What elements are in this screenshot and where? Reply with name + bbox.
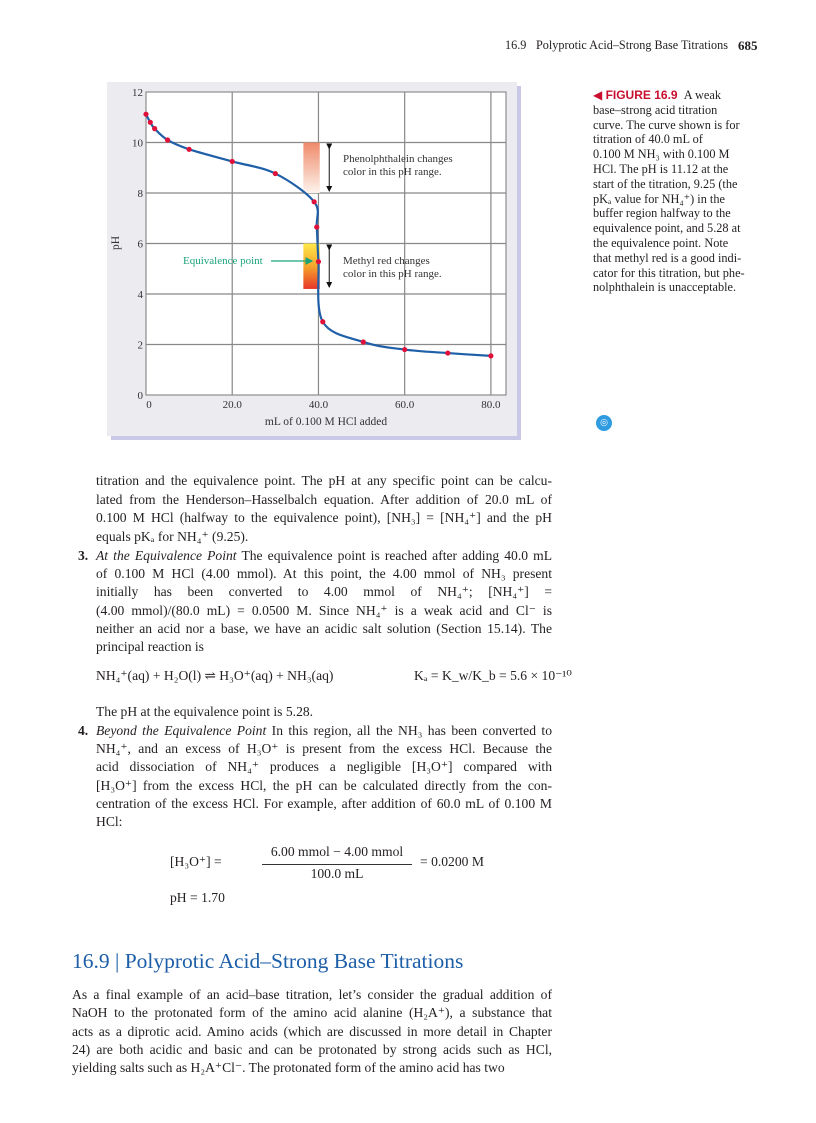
section-heading (72, 949, 463, 974)
text-line: The equivalence point is reached after adding 40.0 mL (241, 548, 553, 563)
y-tick-label: 0 (137, 390, 143, 402)
y-tick-label: 4 (137, 289, 143, 301)
x-tick-label: 20.0 (222, 399, 242, 411)
text-line: NaOH to the protonated form of the amino acid alanine (H₂A⁺), a substance that (72, 1005, 552, 1021)
y-tick-label: 10 (132, 137, 143, 150)
list-number-4: 4. (78, 723, 89, 738)
caption-line: that methyl red is a good indi- (593, 250, 742, 265)
text-line: 24) are both acidic and basic and can be protonated by strong acids such as HCl, (72, 1041, 552, 1057)
running-header-section: 16.9 (505, 38, 527, 52)
methyl-red-note-line2: color in this pH range. (343, 268, 442, 280)
text-line: acts as a diprotic acid. Amino acids (which are discussed in more detail in Chapter (72, 1023, 552, 1039)
figure-number: FIGURE 16.9 (605, 88, 678, 102)
caption-line: 0.100 M NH₃ with 0.100 M (593, 147, 730, 162)
data-point (402, 347, 407, 352)
caption-line: buffer region halfway to the (593, 206, 731, 221)
text-line: In this region, all the NH₃ has been converted to (271, 723, 552, 738)
caption-line: pKₐ value for NH₄⁺) in the (593, 191, 725, 206)
y-axis-label: pH (110, 235, 122, 251)
item3-first-line (96, 547, 552, 565)
data-point (273, 171, 278, 176)
data-point (165, 137, 170, 142)
text-line: = 0.0200 M (420, 854, 484, 869)
y-tick-label: 8 (137, 188, 143, 200)
text-line: titration and the equivalence point. The pH at any specific point can be calcu- (96, 473, 552, 488)
caption-line: HCl. The pH is 11.12 at the (593, 162, 729, 176)
x-tick-label: 0 (146, 399, 152, 411)
caption-line: nolphthalein is unacceptable. (593, 280, 737, 295)
phenolphthalein-note-line1: Phenolphthalein changes (343, 153, 453, 165)
data-point (187, 147, 192, 152)
text-line: [H₃O⁺] = (170, 854, 222, 869)
item4-first-line (96, 722, 552, 740)
x-tick-label: 80.0 (481, 399, 501, 411)
equivalence-point-label: Equivalence point (183, 255, 263, 267)
data-point (148, 120, 153, 125)
text-line: acid dissociation of NH₄⁺ produces a negligible [H₃O⁺] compared with (96, 759, 552, 775)
list-number-3: 3. (78, 548, 89, 563)
data-point (445, 350, 450, 355)
text-line: The pH at the equivalence point is 5.28. (96, 704, 314, 719)
text-line: (4.00 mmol)/(80.0 mL) = 0.0500 M. Since NH₄⁺ is a weak acid and Cl⁻ is (96, 602, 552, 618)
text-line: HCl: (96, 814, 123, 829)
caption-text: A weak (683, 88, 721, 102)
heading-divider: | (115, 949, 120, 973)
y-tick-label: 2 (137, 339, 143, 352)
data-point (316, 259, 321, 264)
data-point (361, 339, 366, 344)
text-line: NH₄⁺(aq) + H₂O(l) ⇌ H₃O⁺(aq) + NH₃(aq) (96, 668, 334, 683)
caption-line: cator for this titration, but phe- (593, 265, 745, 280)
text-line: of 0.100 M HCl (4.00 mmol). At this point, the 4.00 mmol of NH₃ present (96, 566, 552, 582)
item4-title: Beyond the Equivalence Point (96, 723, 267, 738)
caption-line: titration of 40.0 mL of (593, 132, 703, 147)
caption-line: start of the titration, 9.25 (the (593, 176, 738, 191)
text-line: initially has been converted to 4.00 mmol of NH₄⁺; [NH₄⁺] = (96, 584, 552, 600)
x-tick-label: 40.0 (308, 399, 329, 411)
caption-line: the equivalence point. Note (593, 236, 729, 250)
figure-label: ◀ FIGURE 16.9 (593, 88, 678, 102)
phenolphthalein-range-band (303, 143, 319, 194)
media-link-icon[interactable]: ◎ (596, 415, 612, 431)
caption-line: equivalence point, and 5.28 at (593, 221, 741, 236)
text-line: pH = 1.70 (170, 890, 225, 905)
fraction-numerator: 6.00 mmol − 4.00 mmol (270, 844, 404, 859)
data-point (312, 199, 317, 204)
text-line: centration of the excess HCl. For example, after addition of 60.0 mL of 0.100 M (96, 795, 552, 811)
x-axis-label: mL of 0.100 M HCl added (264, 416, 388, 428)
section-number: 16.9 (72, 949, 110, 973)
running-header-title: Polyprotic Acid–Strong Base Titrations (536, 38, 728, 52)
caption-line: curve. The curve shown is for (593, 117, 740, 132)
section-title: Polyprotic Acid–Strong Base Titrations (124, 949, 464, 973)
data-point (143, 112, 148, 117)
text-line: yielding salts such as H₂A⁺Cl⁻. The protonated form of the amino acid has two (72, 1060, 505, 1076)
phenolphthalein-note-line2: color in this pH range. (343, 166, 442, 178)
y-tick-label: 6 (137, 238, 143, 251)
data-point (230, 159, 235, 164)
text-line: NH₄⁺, and an excess of H₃O⁺ is present from the excess HCl. Because the (96, 741, 552, 757)
item3-title: At the Equivalence Point (96, 548, 237, 563)
text-line: lated from the Henderson–Hasselbalch equation. After addition of 20.0 mL of (96, 491, 552, 507)
text-line: principal reaction is (96, 639, 204, 654)
text-line: As a final example of an acid–base titration, let’s consider the gradual addition of (72, 987, 552, 1002)
caption-line (593, 88, 721, 103)
data-point (152, 126, 157, 131)
data-point (320, 319, 325, 324)
data-point (488, 353, 493, 358)
methyl-red-note-line1: Methyl red changes (343, 255, 430, 267)
page-number: 685 (738, 38, 758, 53)
text-line: Kₐ = K_w/K_b = 5.6 × 10⁻¹⁰ (414, 668, 572, 683)
text-line: 0.100 M HCl (halfway to the equivalence point), [NH₃] = [NH₄⁺] and the pH (96, 510, 552, 525)
text-line: [H₃O⁺] from the excess HCl, the pH can be calculated directly from the con- (96, 777, 552, 793)
caption-line: base–strong acid titration (593, 102, 718, 117)
y-tick-label: 12 (132, 87, 143, 99)
data-point (314, 224, 319, 229)
x-tick-label: 60.0 (395, 399, 415, 411)
text-line: equals pKₐ for NH₄⁺ (9.25). (96, 528, 249, 544)
text-line: neither an acid nor a base, we have an acidic salt solution (Section 15.14). The (96, 620, 552, 636)
fraction-denominator: 100.0 mL (310, 866, 364, 881)
